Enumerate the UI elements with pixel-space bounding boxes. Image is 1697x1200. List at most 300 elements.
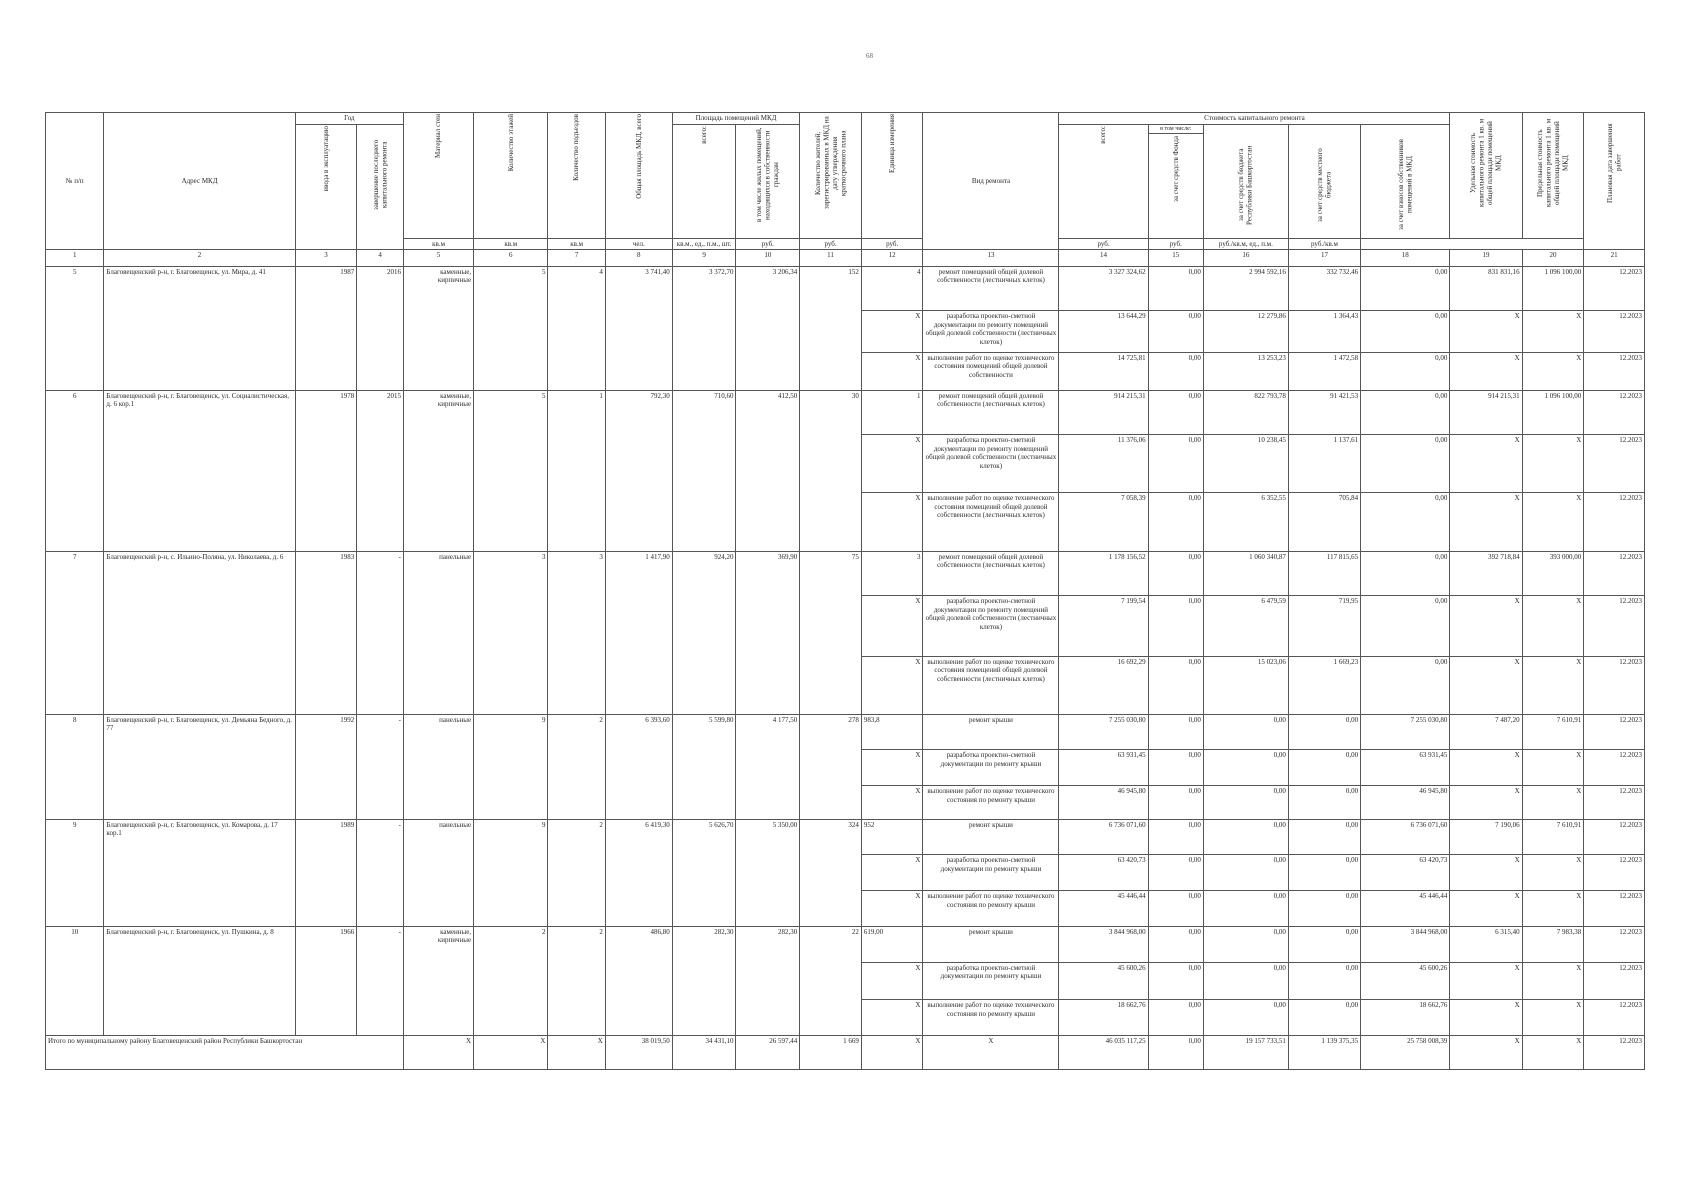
total-fl: X [474, 1036, 548, 1070]
row-residents: 22 [800, 926, 862, 1035]
row-work-type: ремонт помещений общей долевой собственности (лестничных клеток) [923, 390, 1059, 435]
header-area-fee: в том числе жилых помещений, находящихся в собственности граждан [736, 124, 800, 238]
row-c17: 91 421,53 [1288, 390, 1360, 435]
row-c18: 0,00 [1361, 352, 1450, 390]
row-total-area: 6 419,30 [605, 819, 672, 926]
row-work-type: разработка проектно-сметной документации по ремонту помещений общей долевой собственности (лестничных клеток) [923, 435, 1059, 493]
row-c14: 18 662,76 [1059, 1000, 1148, 1036]
total-c20: X [1522, 1036, 1584, 1070]
row-unit: X [861, 352, 923, 390]
row-address: Благовещенский р-н, с. Ильино-Поляна, ул. Николаева, д. 6 [104, 551, 295, 714]
row-c18: 0,00 [1361, 656, 1450, 714]
row-c14: 3 327 324,62 [1059, 266, 1148, 311]
row-c20: X [1522, 891, 1584, 927]
header-unit: Единица измерения [861, 113, 923, 239]
header-num: № п/п [46, 113, 104, 250]
row-area-fee: 3 206,34 [736, 266, 800, 390]
row-c21: 12.2023 [1584, 855, 1645, 891]
unit-cell: руб. [1059, 238, 1148, 250]
row-number: 10 [46, 926, 104, 1035]
column-index-cell: 21 [1584, 250, 1645, 267]
header-area-group: Площадь помещений МКД [672, 113, 799, 125]
header-cost-total: всего: [1059, 124, 1148, 238]
table-row [46, 819, 1645, 855]
row-c16: 6 479,59 [1203, 596, 1288, 656]
row-c20: X [1522, 1000, 1584, 1036]
row-c21: 12.2023 [1584, 596, 1645, 656]
row-c16: 12 279,86 [1203, 311, 1288, 352]
unit-cell: руб. [800, 238, 862, 250]
total-type: X [923, 1036, 1059, 1070]
row-c15: 0,00 [1148, 435, 1203, 493]
row-walls: каменные, кирпичные [404, 266, 474, 390]
row-c20: X [1522, 596, 1584, 656]
column-index-cell: 17 [1288, 250, 1360, 267]
row-c19: X [1450, 352, 1522, 390]
row-c16: 0,00 [1203, 786, 1288, 820]
header-cost-fund: в том числе: за счет средств Фонда [1148, 124, 1203, 238]
row-work-type: разработка проектно-сметной документации по ремонту крыши [923, 962, 1059, 1000]
row-work-type: разработка проектно-сметной документации по ремонту помещений общей долевой собственности (лестничных клеток) [923, 596, 1059, 656]
row-work-type: выполнение работ по оценке технического состояния помещений общей долевой собственности (лестничных клеток) [923, 493, 1059, 551]
row-c17: 117 815,65 [1288, 551, 1360, 596]
row-c16: 0,00 [1203, 1000, 1288, 1036]
column-index-cell: 15 [1148, 250, 1203, 267]
header-max-cost: Предельная стоимость капитального ремонта 1 кв. м общей площади помещений МКД [1522, 113, 1584, 239]
row-c18: 0,00 [1361, 311, 1450, 352]
row-c17: 1 472,58 [1288, 352, 1360, 390]
row-c15: 0,00 [1148, 493, 1203, 551]
row-year-last-repair: - [357, 926, 404, 1035]
row-unit: 952 [861, 819, 923, 855]
row-c17: 0,00 [1288, 962, 1360, 1000]
table-row [46, 266, 1645, 311]
header-walls: Материал стен [404, 113, 474, 239]
row-c21: 12.2023 [1584, 266, 1645, 311]
row-year-commission: 1987 [295, 266, 357, 390]
row-unit: X [861, 493, 923, 551]
header-cost-local: за счет средств местного бюджета [1288, 124, 1360, 238]
row-work-type: выполнение работ по оценке технического состояния по ремонту крыши [923, 891, 1059, 927]
row-c15: 0,00 [1148, 1000, 1203, 1036]
row-c15: 0,00 [1148, 714, 1203, 750]
row-area-fee: 369,90 [736, 551, 800, 714]
row-walls: каменные, кирпичные [404, 390, 474, 551]
row-work-type: выполнение работ по оценке технического состояния помещений общей долевой собственности [923, 352, 1059, 390]
header-deadline: Плановая дата завершения работ [1584, 113, 1645, 250]
unit-cell: руб. [736, 238, 800, 250]
total-unit: X [861, 1036, 923, 1070]
row-floors: 2 [474, 926, 548, 1035]
row-c20: X [1522, 435, 1584, 493]
row-c18: 45 446,44 [1361, 891, 1450, 927]
row-area-all: 5 599,80 [672, 714, 736, 819]
unit-cell: руб./кв.м, ед., п.м. [1203, 238, 1288, 250]
row-address: Благовещенский р-н, г. Благовещенск, ул. Мира, д. 41 [104, 266, 295, 390]
row-entrances: 2 [548, 714, 605, 819]
row-c21: 12.2023 [1584, 1000, 1645, 1036]
row-residents: 278 [800, 714, 862, 819]
row-entrances: 3 [548, 551, 605, 714]
cost-incl-label: в том числе: [1149, 125, 1203, 135]
row-c14: 63 420,73 [1059, 855, 1148, 891]
row-c18: 0,00 [1361, 493, 1450, 551]
row-c18: 0,00 [1361, 551, 1450, 596]
row-c17: 0,00 [1288, 786, 1360, 820]
row-c15: 0,00 [1148, 352, 1203, 390]
row-year-last-repair: - [357, 819, 404, 926]
row-c18: 18 662,76 [1361, 1000, 1450, 1036]
row-floors: 5 [474, 266, 548, 390]
row-c15: 0,00 [1148, 819, 1203, 855]
row-c16: 10 238,45 [1203, 435, 1288, 493]
row-c19: 6 315,40 [1450, 926, 1522, 962]
column-index-cell: 4 [357, 250, 404, 267]
row-c15: 0,00 [1148, 962, 1203, 1000]
row-entrances: 2 [548, 819, 605, 926]
row-total-area: 3 741,40 [605, 266, 672, 390]
column-index-row [46, 250, 1645, 267]
row-c15: 0,00 [1148, 596, 1203, 656]
unit-cell: кв.м [548, 238, 605, 250]
row-c19: 831 831,16 [1450, 266, 1522, 311]
row-residents: 324 [800, 819, 862, 926]
total-c16: 19 157 733,51 [1203, 1036, 1288, 1070]
row-c17: 0,00 [1288, 926, 1360, 962]
column-index-cell: 20 [1522, 250, 1584, 267]
total-af: 26 597,44 [736, 1036, 800, 1070]
header-cost-group: Стоимость капитального ремонта [1059, 113, 1450, 125]
row-c18: 3 844 968,00 [1361, 926, 1450, 962]
header-work-type: Вид ремонта [923, 113, 1059, 250]
row-c21: 12.2023 [1584, 714, 1645, 750]
column-index-cell: 19 [1450, 250, 1522, 267]
row-c21: 12.2023 [1584, 786, 1645, 820]
row-c16: 0,00 [1203, 855, 1288, 891]
row-area-all: 924,20 [672, 551, 736, 714]
row-work-type: выполнение работ по оценке технического состояния по ремонту крыши [923, 1000, 1059, 1036]
row-c19: X [1450, 1000, 1522, 1036]
row-c16: 0,00 [1203, 962, 1288, 1000]
header-specific-cost: Удельная стоимость капитального ремонта 1 кв. м общей площади помещений МКД [1450, 113, 1522, 239]
row-c17: 0,00 [1288, 1000, 1360, 1036]
row-c14: 7 199,54 [1059, 596, 1148, 656]
row-number: 6 [46, 390, 104, 551]
row-residents: 152 [800, 266, 862, 390]
row-c21: 12.2023 [1584, 962, 1645, 1000]
row-c18: 45 600,26 [1361, 962, 1450, 1000]
row-total-area: 1 417,90 [605, 551, 672, 714]
table-row [46, 551, 1645, 596]
row-c18: 46 945,80 [1361, 786, 1450, 820]
row-c20: 1 096 100,00 [1522, 266, 1584, 311]
row-address: Благовещенский р-н, г. Благовещенск, ул. Демьяна Бедного, д. 77 [104, 714, 295, 819]
row-c20: 7 610,91 [1522, 714, 1584, 750]
row-number: 5 [46, 266, 104, 390]
row-unit: 619,00 [861, 926, 923, 962]
unit-cell: кв.м [404, 238, 474, 250]
row-work-type: разработка проектно-сметной документации по ремонту крыши [923, 855, 1059, 891]
row-work-type: выполнение работ по оценке технического состояния по ремонту крыши [923, 786, 1059, 820]
total-c14: 46 035 117,25 [1059, 1036, 1148, 1070]
header-entrances: Количество подъездов [548, 113, 605, 239]
row-c17: 1 669,23 [1288, 656, 1360, 714]
row-total-area: 792,30 [605, 390, 672, 551]
column-index-cell: 14 [1059, 250, 1148, 267]
row-unit: X [861, 750, 923, 786]
row-walls: панельные [404, 819, 474, 926]
total-c21: 12.2023 [1584, 1036, 1645, 1070]
row-c20: X [1522, 352, 1584, 390]
row-c21: 12.2023 [1584, 352, 1645, 390]
row-residents: 30 [800, 390, 862, 551]
row-walls: панельные [404, 714, 474, 819]
row-c19: 392 718,84 [1450, 551, 1522, 596]
row-c19: X [1450, 786, 1522, 820]
row-c21: 12.2023 [1584, 819, 1645, 855]
row-work-type: разработка проектно-сметной документации по ремонту помещений общей долевой собственности (лестничных клеток) [923, 311, 1059, 352]
row-unit: X [861, 962, 923, 1000]
row-c15: 0,00 [1148, 390, 1203, 435]
row-c18: 0,00 [1361, 596, 1450, 656]
row-c16: 13 253,23 [1203, 352, 1288, 390]
row-c17: 1 364,43 [1288, 311, 1360, 352]
row-c19: 7 487,20 [1450, 714, 1522, 750]
header-total-area: Общая площадь МКД, всего [605, 113, 672, 239]
row-c19: X [1450, 311, 1522, 352]
row-unit: X [861, 596, 923, 656]
row-c21: 12.2023 [1584, 390, 1645, 435]
row-c18: 0,00 [1361, 266, 1450, 311]
row-c16: 0,00 [1203, 926, 1288, 962]
row-year-commission: 1966 [295, 926, 357, 1035]
row-work-type: выполнение работ по оценке технического состояния помещений общей долевой собственности (лестничных клеток) [923, 656, 1059, 714]
row-work-type: разработка проектно-сметной документации по ремонту крыши [923, 750, 1059, 786]
header-cost-owners: за счет взносов собственников помещений в МКД [1361, 124, 1450, 238]
row-unit: X [861, 311, 923, 352]
row-c20: 7 610,91 [1522, 819, 1584, 855]
row-entrances: 1 [548, 390, 605, 551]
row-work-type: ремонт помещений общей долевой собственности (лестничных клеток) [923, 266, 1059, 311]
row-walls: панельные [404, 551, 474, 714]
row-unit: X [861, 435, 923, 493]
row-c16: 1 060 340,87 [1203, 551, 1288, 596]
row-c18: 63 420,73 [1361, 855, 1450, 891]
row-address: Благовещенский р-н, г. Благовещенск, ул. Комарова, д. 17 кор.1 [104, 819, 295, 926]
row-floors: 3 [474, 551, 548, 714]
row-address: Благовещенский р-н, г. Благовещенск, ул. Пушкина, д. 8 [104, 926, 295, 1035]
row-area-fee: 4 177,50 [736, 714, 800, 819]
row-number: 7 [46, 551, 104, 714]
row-c14: 1 178 156,52 [1059, 551, 1148, 596]
header-area-all: всего: [672, 124, 736, 238]
column-index-cell: 2 [104, 250, 295, 267]
row-c20: X [1522, 311, 1584, 352]
row-c15: 0,00 [1148, 786, 1203, 820]
row-work-type: ремонт помещений общей долевой собственности (лестничных клеток) [923, 551, 1059, 596]
row-number: 8 [46, 714, 104, 819]
column-index-cell: 1 [46, 250, 104, 267]
row-year-commission: 1978 [295, 390, 357, 551]
row-c16: 0,00 [1203, 819, 1288, 855]
row-c16: 822 793,78 [1203, 390, 1288, 435]
row-c14: 914 215,31 [1059, 390, 1148, 435]
row-c16: 2 994 592,16 [1203, 266, 1288, 311]
row-year-last-repair: 2015 [357, 390, 404, 551]
row-c21: 12.2023 [1584, 926, 1645, 962]
row-year-commission: 1992 [295, 714, 357, 819]
column-index-cell: 18 [1361, 250, 1450, 267]
row-year-last-repair: 2016 [357, 266, 404, 390]
column-index-cell: 10 [736, 250, 800, 267]
row-area-all: 3 372,70 [672, 266, 736, 390]
row-area-all: 5 626,70 [672, 819, 736, 926]
row-year-last-repair: - [357, 551, 404, 714]
page-number: 68 [866, 52, 873, 60]
row-c21: 12.2023 [1584, 311, 1645, 352]
row-c17: 0,00 [1288, 819, 1360, 855]
column-index-cell: 3 [295, 250, 357, 267]
row-unit: 1 [861, 390, 923, 435]
total-ta: 38 019,50 [605, 1036, 672, 1070]
row-c17: 0,00 [1288, 750, 1360, 786]
row-c15: 0,00 [1148, 926, 1203, 962]
header-address: Адрес МКД [104, 113, 295, 250]
row-c14: 11 376,06 [1059, 435, 1148, 493]
column-index-cell: 6 [474, 250, 548, 267]
row-walls: каменные, кирпичные [404, 926, 474, 1035]
row-c20: X [1522, 786, 1584, 820]
row-c20: 1 096 100,00 [1522, 390, 1584, 435]
header-cost-region: за счет средств бюджета Республики Башкортостан [1203, 124, 1288, 238]
row-c16: 0,00 [1203, 891, 1288, 927]
row-area-all: 710,60 [672, 390, 736, 551]
row-c16: 0,00 [1203, 750, 1288, 786]
row-year-commission: 1989 [295, 819, 357, 926]
row-c15: 0,00 [1148, 656, 1203, 714]
total-c19: X [1450, 1036, 1522, 1070]
row-unit: X [861, 1000, 923, 1036]
row-c15: 0,00 [1148, 311, 1203, 352]
row-c17: 705,84 [1288, 493, 1360, 551]
row-area-fee: 412,50 [736, 390, 800, 551]
row-work-type: ремонт крыши [923, 926, 1059, 962]
header-year-group: Год [295, 113, 403, 125]
table-row [46, 714, 1645, 750]
row-total-area: 486,80 [605, 926, 672, 1035]
total-wall: X [404, 1036, 474, 1070]
row-c17: 0,00 [1288, 714, 1360, 750]
row-c20: 7 983,38 [1522, 926, 1584, 962]
row-c14: 7 058,39 [1059, 493, 1148, 551]
unit-cell: руб./кв.м [1288, 238, 1360, 250]
row-c20: X [1522, 656, 1584, 714]
row-c19: X [1450, 435, 1522, 493]
row-c18: 63 931,45 [1361, 750, 1450, 786]
row-entrances: 2 [548, 926, 605, 1035]
unit-cell: кв.м [474, 238, 548, 250]
unit-cell: кв.м., ед., п.м., шт. [672, 238, 736, 250]
row-floors: 9 [474, 819, 548, 926]
row-floors: 9 [474, 714, 548, 819]
row-c14: 14 725,81 [1059, 352, 1148, 390]
column-index-cell: 12 [861, 250, 923, 267]
total-row [46, 1036, 1645, 1070]
row-c19: 914 215,31 [1450, 390, 1522, 435]
row-c14: 7 255 030,80 [1059, 714, 1148, 750]
row-c21: 12.2023 [1584, 891, 1645, 927]
row-year-commission: 1983 [295, 551, 357, 714]
row-c15: 0,00 [1148, 855, 1203, 891]
row-work-type: ремонт крыши [923, 819, 1059, 855]
row-c19: X [1450, 891, 1522, 927]
header-residents: Количество жителей, зарегистрированных в МКД на дату утверждения краткосрочного плана [800, 113, 862, 239]
row-c19: X [1450, 596, 1522, 656]
row-unit: 4 [861, 266, 923, 311]
total-c17: 1 139 375,35 [1288, 1036, 1360, 1070]
row-c14: 3 844 968,00 [1059, 926, 1148, 962]
row-c14: 13 644,29 [1059, 311, 1148, 352]
column-index-cell: 7 [548, 250, 605, 267]
row-c21: 12.2023 [1584, 656, 1645, 714]
unit-cell: чел. [605, 238, 672, 250]
row-c14: 6 736 071,60 [1059, 819, 1148, 855]
row-c18: 6 736 071,60 [1361, 819, 1450, 855]
table-row [46, 926, 1645, 962]
row-unit: X [861, 891, 923, 927]
row-unit: X [861, 855, 923, 891]
row-c21: 12.2023 [1584, 551, 1645, 596]
row-address: Благовещенский р-н, г. Благовещенск, ул. Социалистическая, д. 6 кор.1 [104, 390, 295, 551]
column-index-cell: 11 [800, 250, 862, 267]
row-unit: 983,8 [861, 714, 923, 750]
row-c17: 719,95 [1288, 596, 1360, 656]
row-c20: X [1522, 962, 1584, 1000]
row-area-fee: 5 350,00 [736, 819, 800, 926]
row-c19: 7 190,06 [1450, 819, 1522, 855]
row-unit: 3 [861, 551, 923, 596]
row-c15: 0,00 [1148, 750, 1203, 786]
total-c15: 0,00 [1148, 1036, 1203, 1070]
row-c14: 46 945,80 [1059, 786, 1148, 820]
row-c19: X [1450, 962, 1522, 1000]
row-c19: X [1450, 493, 1522, 551]
row-c19: X [1450, 750, 1522, 786]
row-c14: 63 931,45 [1059, 750, 1148, 786]
row-c15: 0,00 [1148, 551, 1203, 596]
total-c18: 25 758 008,39 [1361, 1036, 1450, 1070]
row-entrances: 4 [548, 266, 605, 390]
row-c19: X [1450, 855, 1522, 891]
row-floors: 5 [474, 390, 548, 551]
row-c16: 15 023,06 [1203, 656, 1288, 714]
row-c14: 45 446,44 [1059, 891, 1148, 927]
row-c17: 0,00 [1288, 891, 1360, 927]
row-c14: 45 600,26 [1059, 962, 1148, 1000]
capital-repair-table [45, 112, 1645, 1070]
column-index-cell: 5 [404, 250, 474, 267]
row-c20: X [1522, 750, 1584, 786]
row-c20: X [1522, 493, 1584, 551]
column-index-cell: 8 [605, 250, 672, 267]
row-c17: 1 137,61 [1288, 435, 1360, 493]
row-c16: 6 352,55 [1203, 493, 1288, 551]
row-c18: 0,00 [1361, 435, 1450, 493]
row-c19: X [1450, 656, 1522, 714]
table-row [46, 390, 1645, 435]
row-c20: 393 000,00 [1522, 551, 1584, 596]
total-label: Итого по муниципальному району Благовещенский район Республики Башкортостан [46, 1036, 404, 1070]
